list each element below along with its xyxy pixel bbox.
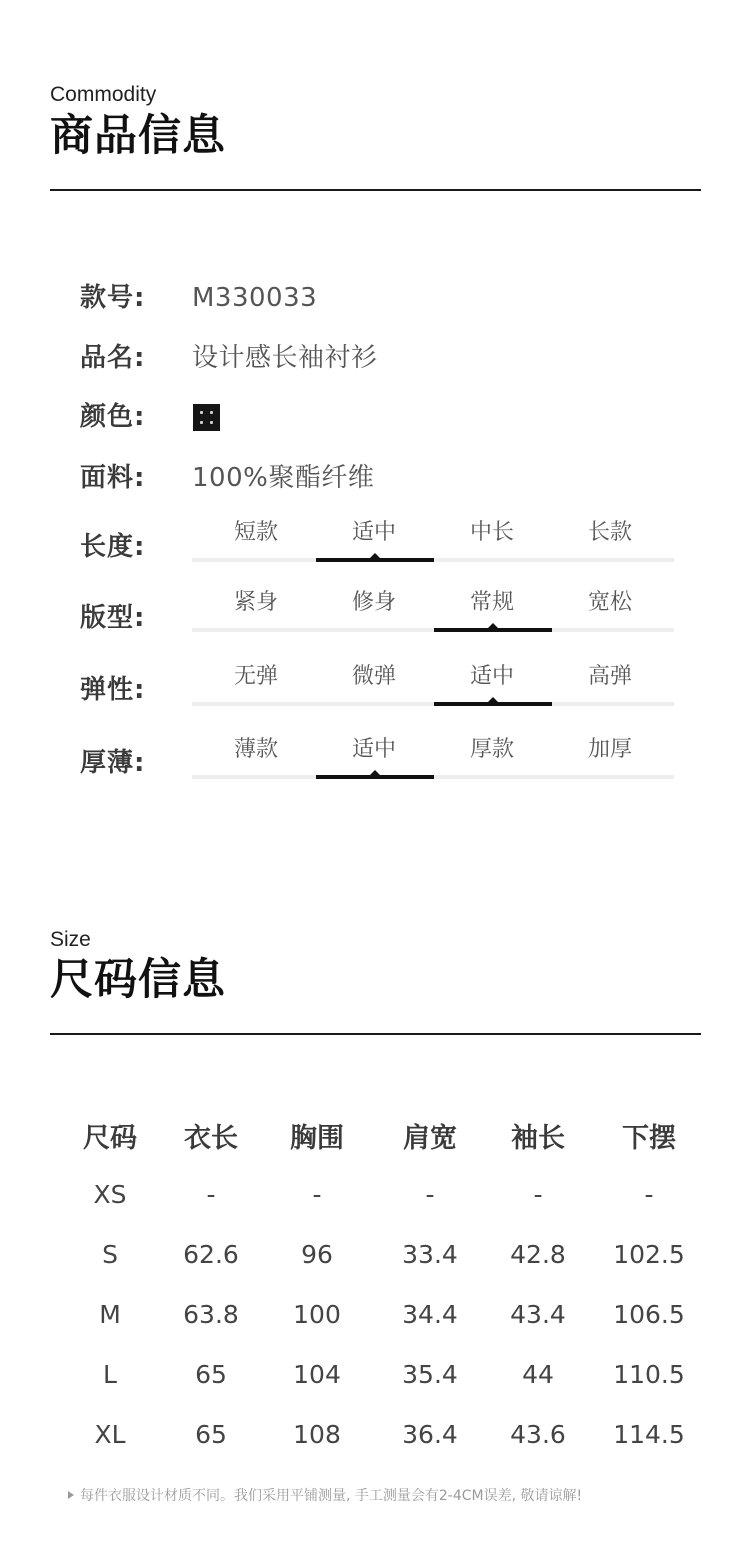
- table-cell: 96: [301, 1239, 333, 1269]
- scale-option: 短款: [233, 520, 278, 545]
- measurement-note-text: 每件衣服设计材质不同。我们采用平铺测量, 手工测量会有2-4CM误差, 敬请谅解!: [80, 1488, 583, 1504]
- table-cell: 63.8: [183, 1299, 239, 1329]
- scale-option: 宽松: [587, 590, 632, 615]
- thickness-scale: [192, 739, 674, 779]
- fit-scale: [192, 592, 674, 632]
- product-name-value: 设计感长袖衬衫: [192, 343, 378, 373]
- scale-selected-bar: [434, 702, 552, 706]
- header-size: 尺码: [83, 1122, 137, 1154]
- color-label: 颜色:: [80, 402, 146, 432]
- fabric-value: 100%聚酯纤维: [192, 463, 375, 493]
- style-no-value: M330033: [192, 283, 318, 313]
- table-cell: 44: [522, 1359, 554, 1389]
- scale-selected-bar: [434, 628, 552, 632]
- scale-selected-bar: [316, 558, 434, 562]
- table-cell: 33.4: [402, 1239, 458, 1269]
- scale-option: 加厚: [587, 737, 632, 762]
- scale-option: 微弹: [351, 664, 396, 689]
- triangle-bullet-icon: [68, 1491, 74, 1499]
- table-cell: 110.5: [613, 1359, 685, 1389]
- table-cell: -: [206, 1179, 216, 1209]
- elasticity-scale: [192, 666, 674, 706]
- scale-option: 高弹: [587, 664, 632, 689]
- table-row: [50, 1344, 700, 1404]
- size-divider: [50, 1033, 701, 1035]
- table-cell: -: [312, 1179, 322, 1209]
- size-table-header: [50, 1106, 700, 1164]
- table-cell: 43.6: [510, 1419, 566, 1449]
- table-cell: 100: [293, 1299, 341, 1329]
- scale-selected-bar: [316, 775, 434, 779]
- length-scale: [192, 522, 674, 562]
- table-cell: XS: [93, 1179, 127, 1209]
- scale-option: 无弹: [233, 664, 278, 689]
- size-cn-title: 尺码信息: [50, 955, 226, 1005]
- commodity-en-title: Commodity: [50, 83, 157, 106]
- product-name-label: 品名:: [80, 343, 146, 373]
- scale-option: 常规: [469, 590, 514, 615]
- table-cell: -: [644, 1179, 654, 1209]
- table-cell: 34.4: [402, 1299, 458, 1329]
- table-cell: 102.5: [613, 1239, 685, 1269]
- scale-option: 厚款: [469, 737, 514, 762]
- header-sleeve: 袖长: [511, 1122, 565, 1154]
- table-row: [50, 1164, 700, 1224]
- size-table: [50, 1106, 700, 1464]
- fit-label: 版型:: [80, 603, 146, 633]
- table-cell: 43.4: [510, 1299, 566, 1329]
- commodity-cn-title: 商品信息: [50, 111, 226, 161]
- header-chest: 胸围: [290, 1122, 344, 1154]
- scale-option: 修身: [351, 590, 396, 615]
- scale-option: 适中: [351, 520, 396, 545]
- scale-option: 紧身: [233, 590, 278, 615]
- style-no-label: 款号:: [80, 283, 146, 313]
- table-cell: M: [99, 1299, 121, 1329]
- fabric-label: 面料:: [80, 463, 146, 493]
- size-en-title: Size: [50, 928, 91, 951]
- table-cell: 62.6: [183, 1239, 239, 1269]
- commodity-divider: [50, 189, 701, 191]
- table-cell: 108: [293, 1419, 341, 1449]
- scale-track: [192, 702, 674, 706]
- table-cell: 104: [293, 1359, 341, 1389]
- table-cell: 36.4: [402, 1419, 458, 1449]
- header-length: 衣长: [184, 1122, 238, 1154]
- header-shoulder: 肩宽: [403, 1122, 457, 1154]
- scale-option: 适中: [469, 664, 514, 689]
- length-label: 长度:: [80, 532, 146, 562]
- thickness-label: 厚薄:: [80, 748, 146, 778]
- table-row: [50, 1404, 700, 1464]
- table-cell: 114.5: [613, 1419, 685, 1449]
- table-cell: -: [425, 1179, 435, 1209]
- scale-track: [192, 628, 674, 632]
- table-cell: 65: [195, 1359, 227, 1389]
- table-cell: 106.5: [613, 1299, 685, 1329]
- table-cell: L: [103, 1359, 117, 1389]
- table-cell: 42.8: [510, 1239, 566, 1269]
- table-cell: 35.4: [402, 1359, 458, 1389]
- elasticity-label: 弹性:: [80, 675, 146, 705]
- scale-option: 薄款: [233, 737, 278, 762]
- measurement-note: [68, 1489, 582, 1503]
- scale-option: 长款: [587, 520, 632, 545]
- table-cell: S: [102, 1239, 118, 1269]
- scale-option: 中长: [469, 520, 514, 545]
- scale-option: 适中: [351, 737, 396, 762]
- color-swatch: [193, 404, 220, 431]
- header-hem: 下摆: [622, 1122, 676, 1154]
- table-cell: -: [533, 1179, 543, 1209]
- table-cell: XL: [94, 1419, 126, 1449]
- table-row: [50, 1284, 700, 1344]
- table-row: [50, 1224, 700, 1284]
- table-cell: 65: [195, 1419, 227, 1449]
